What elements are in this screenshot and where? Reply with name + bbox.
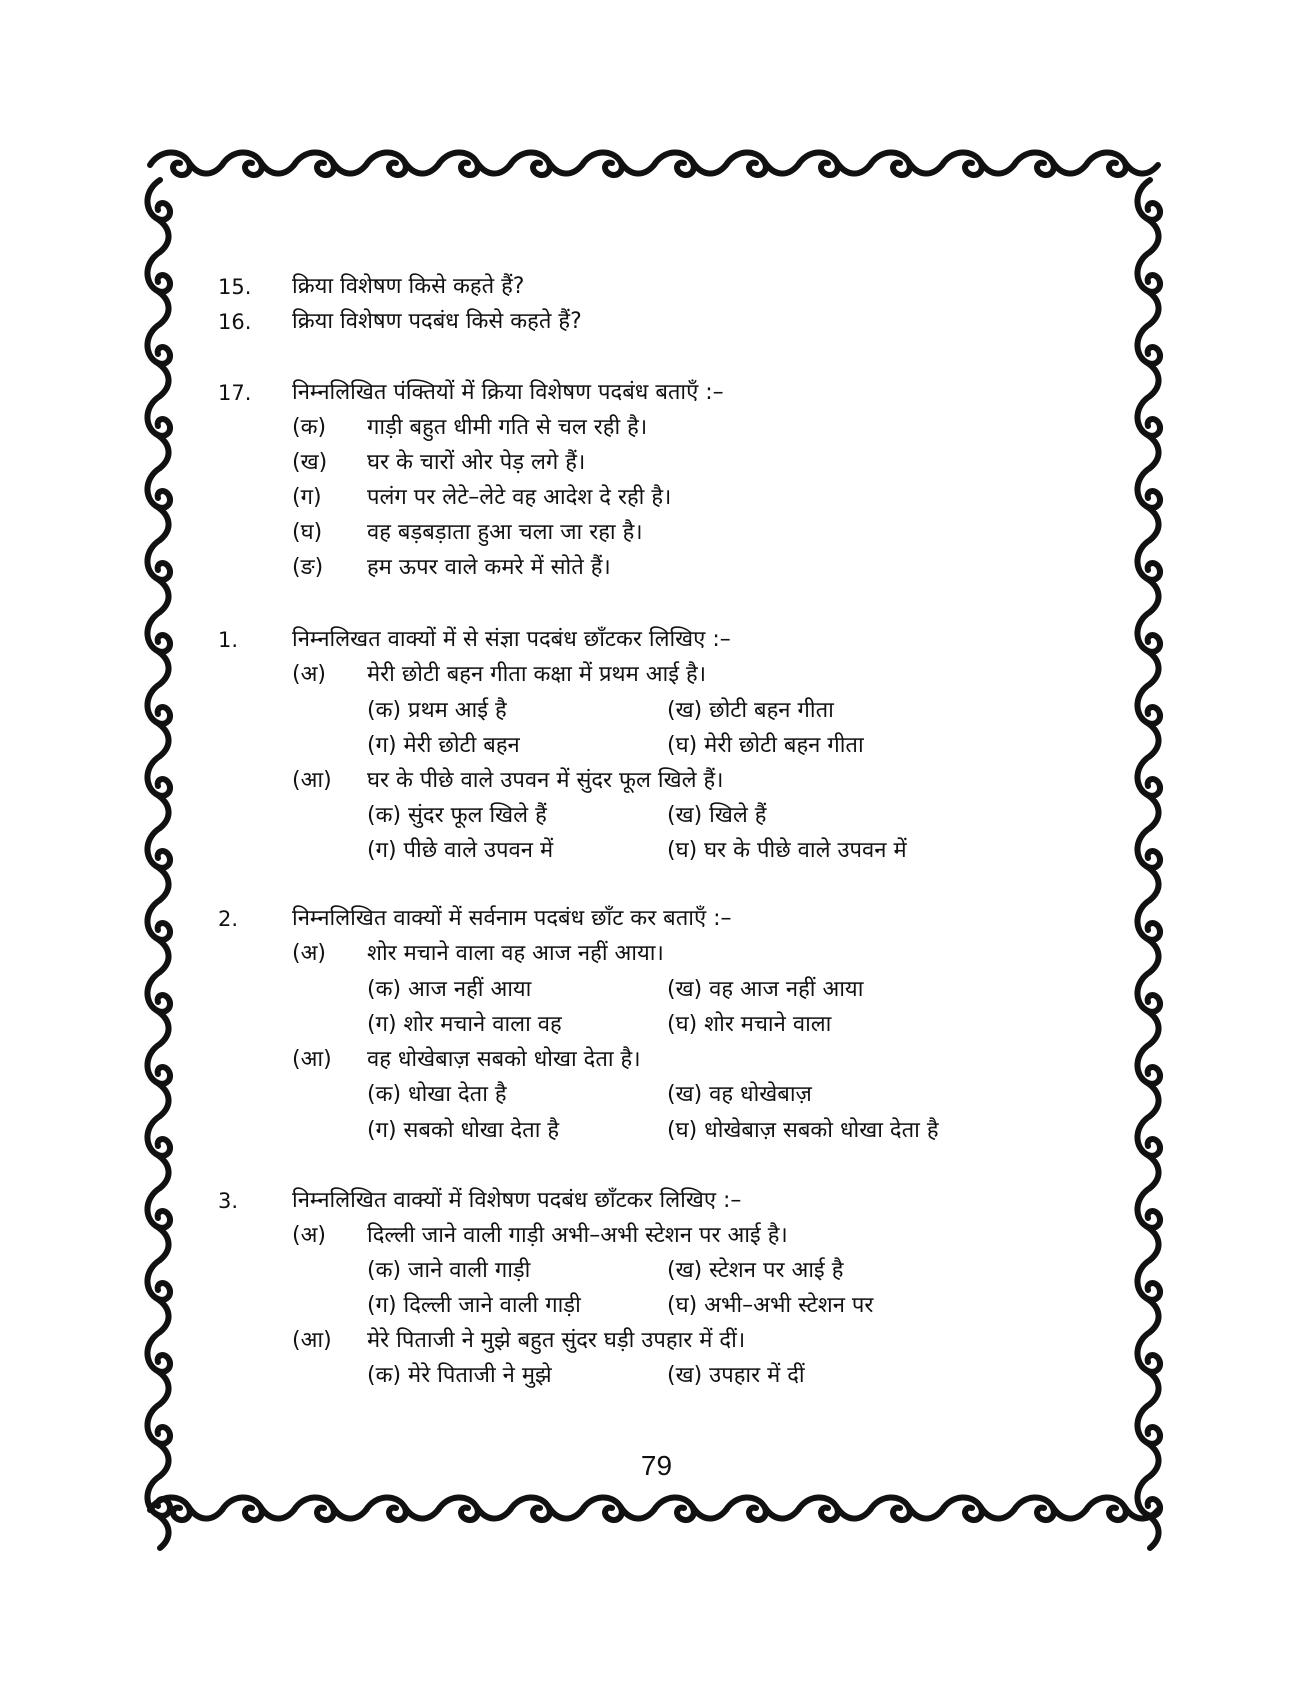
answer-option: (घ) अभी–अभी स्टेशन पर <box>667 1293 874 1318</box>
question-number: 17. <box>218 381 252 405</box>
item-text: वह बड़बड़ाता हुआ चला जा रहा है। <box>367 520 643 545</box>
answer-option: (घ) मेरी छोटी बहन गीता <box>667 733 864 758</box>
sub-question-text: वह धोखेबाज़ सबको धोखा देता है। <box>367 1047 641 1072</box>
answer-option: (क) जाने वाली गाड़ी <box>367 1258 531 1283</box>
sub-question-text: शोर मचाने वाला वह आज नहीं आया। <box>367 941 664 966</box>
item-text: घर के चारों ओर पेड़ लगे हैं। <box>367 450 586 475</box>
item-text: हम ऊपर वाले कमरे में सोते हैं। <box>367 555 611 580</box>
answer-option: (घ) घर के पीछे वाले उपवन में <box>667 838 907 863</box>
answer-option: (ख) छोटी बहन गीता <box>667 698 834 723</box>
question-number: 16. <box>218 310 252 334</box>
sub-question-text: घर के पीछे वाले उपवन में सुंदर फूल खिले हैं। <box>367 768 724 793</box>
answer-option: (ख) वह धोखेबाज़ <box>667 1082 812 1107</box>
page-number: 79 <box>640 1450 673 1481</box>
answer-option: (क) प्रथम आई है <box>367 698 507 723</box>
item-label: (घ) <box>292 520 323 545</box>
answer-option: (घ) शोर मचाने वाला <box>667 1012 832 1037</box>
question-number: 15. <box>218 275 252 299</box>
sub-question-text: मेरी छोटी बहन गीता कक्षा में प्रथम आई है। <box>367 662 707 687</box>
answer-option: (क) आज नहीं आया <box>367 977 532 1002</box>
question-number: 3. <box>218 1189 239 1213</box>
sub-question-label: (अ) <box>292 941 326 966</box>
answer-option: (ख) खिले हैं <box>667 803 767 828</box>
answer-option: (ग) मेरी छोटी बहन <box>367 733 520 758</box>
sub-question-label: (अ) <box>292 662 326 687</box>
answer-option: (ख) वह आज नहीं आया <box>667 977 864 1002</box>
sub-question-label: (आ) <box>292 1328 332 1353</box>
answer-option: (ग) सबको धोखा देता है <box>367 1118 560 1143</box>
answer-option: (क) धोखा देता है <box>367 1082 507 1107</box>
question-number: 1. <box>218 628 239 652</box>
sub-question-label: (आ) <box>292 768 332 793</box>
question-text: निम्नलिखत वाक्यों में से संज्ञा पदबंध छाँटकर लिखिए :– <box>292 627 731 652</box>
question-text: निम्नलिखित पंक्तियों में क्रिया विशेषण पदबंध बताएँ :– <box>292 380 724 405</box>
sub-question-label: (आ) <box>292 1047 332 1072</box>
item-label: (ग) <box>292 485 322 510</box>
answer-option: (ख) उपहार में दीं <box>667 1363 805 1388</box>
question-text: निम्नलिखित वाक्यों में सर्वनाम पदबंध छाँट कर बताएँ :– <box>292 906 732 931</box>
answer-option: (घ) धोखेबाज़ सबको धोखा देता है <box>667 1118 939 1143</box>
item-label: (ख) <box>292 450 328 475</box>
answer-option: (ग) दिल्ली जाने वाली गाड़ी <box>367 1293 581 1318</box>
item-text: गाड़ी बहुत धीमी गति से चल रही है। <box>367 415 648 440</box>
item-label: (क) <box>292 415 327 440</box>
question-number: 2. <box>218 907 239 931</box>
question-text: क्रिया विशेषण पदबंध किसे कहते हैं? <box>292 309 582 334</box>
sub-question-text: मेरे पिताजी ने मुझे बहुत सुंदर घड़ी उपहार में दीं। <box>367 1328 746 1353</box>
question-text: क्रिया विशेषण किसे कहते हैं? <box>292 274 525 299</box>
item-text: पलंग पर लेटे–लेटे वह आदेश दे रही है। <box>367 485 672 510</box>
answer-option: (क) सुंदर फूल खिले हैं <box>367 803 547 828</box>
sub-question-text: दिल्ली जाने वाली गाड़ी अभी–अभी स्टेशन पर आई है। <box>367 1223 788 1248</box>
answer-option: (क) मेरे पिताजी ने मुझे <box>367 1363 552 1388</box>
sub-question-label: (अ) <box>292 1223 326 1248</box>
question-text: निम्नलिखित वाक्यों में विशेषण पदबंध छाँटकर लिखिए :– <box>292 1188 742 1213</box>
item-label: (ङ) <box>292 555 324 580</box>
answer-option: (ख) स्टेशन पर आई है <box>667 1258 844 1283</box>
answer-option: (ग) शोर मचाने वाला वह <box>367 1012 562 1037</box>
answer-option: (ग) पीछे वाले उपवन में <box>367 838 554 863</box>
